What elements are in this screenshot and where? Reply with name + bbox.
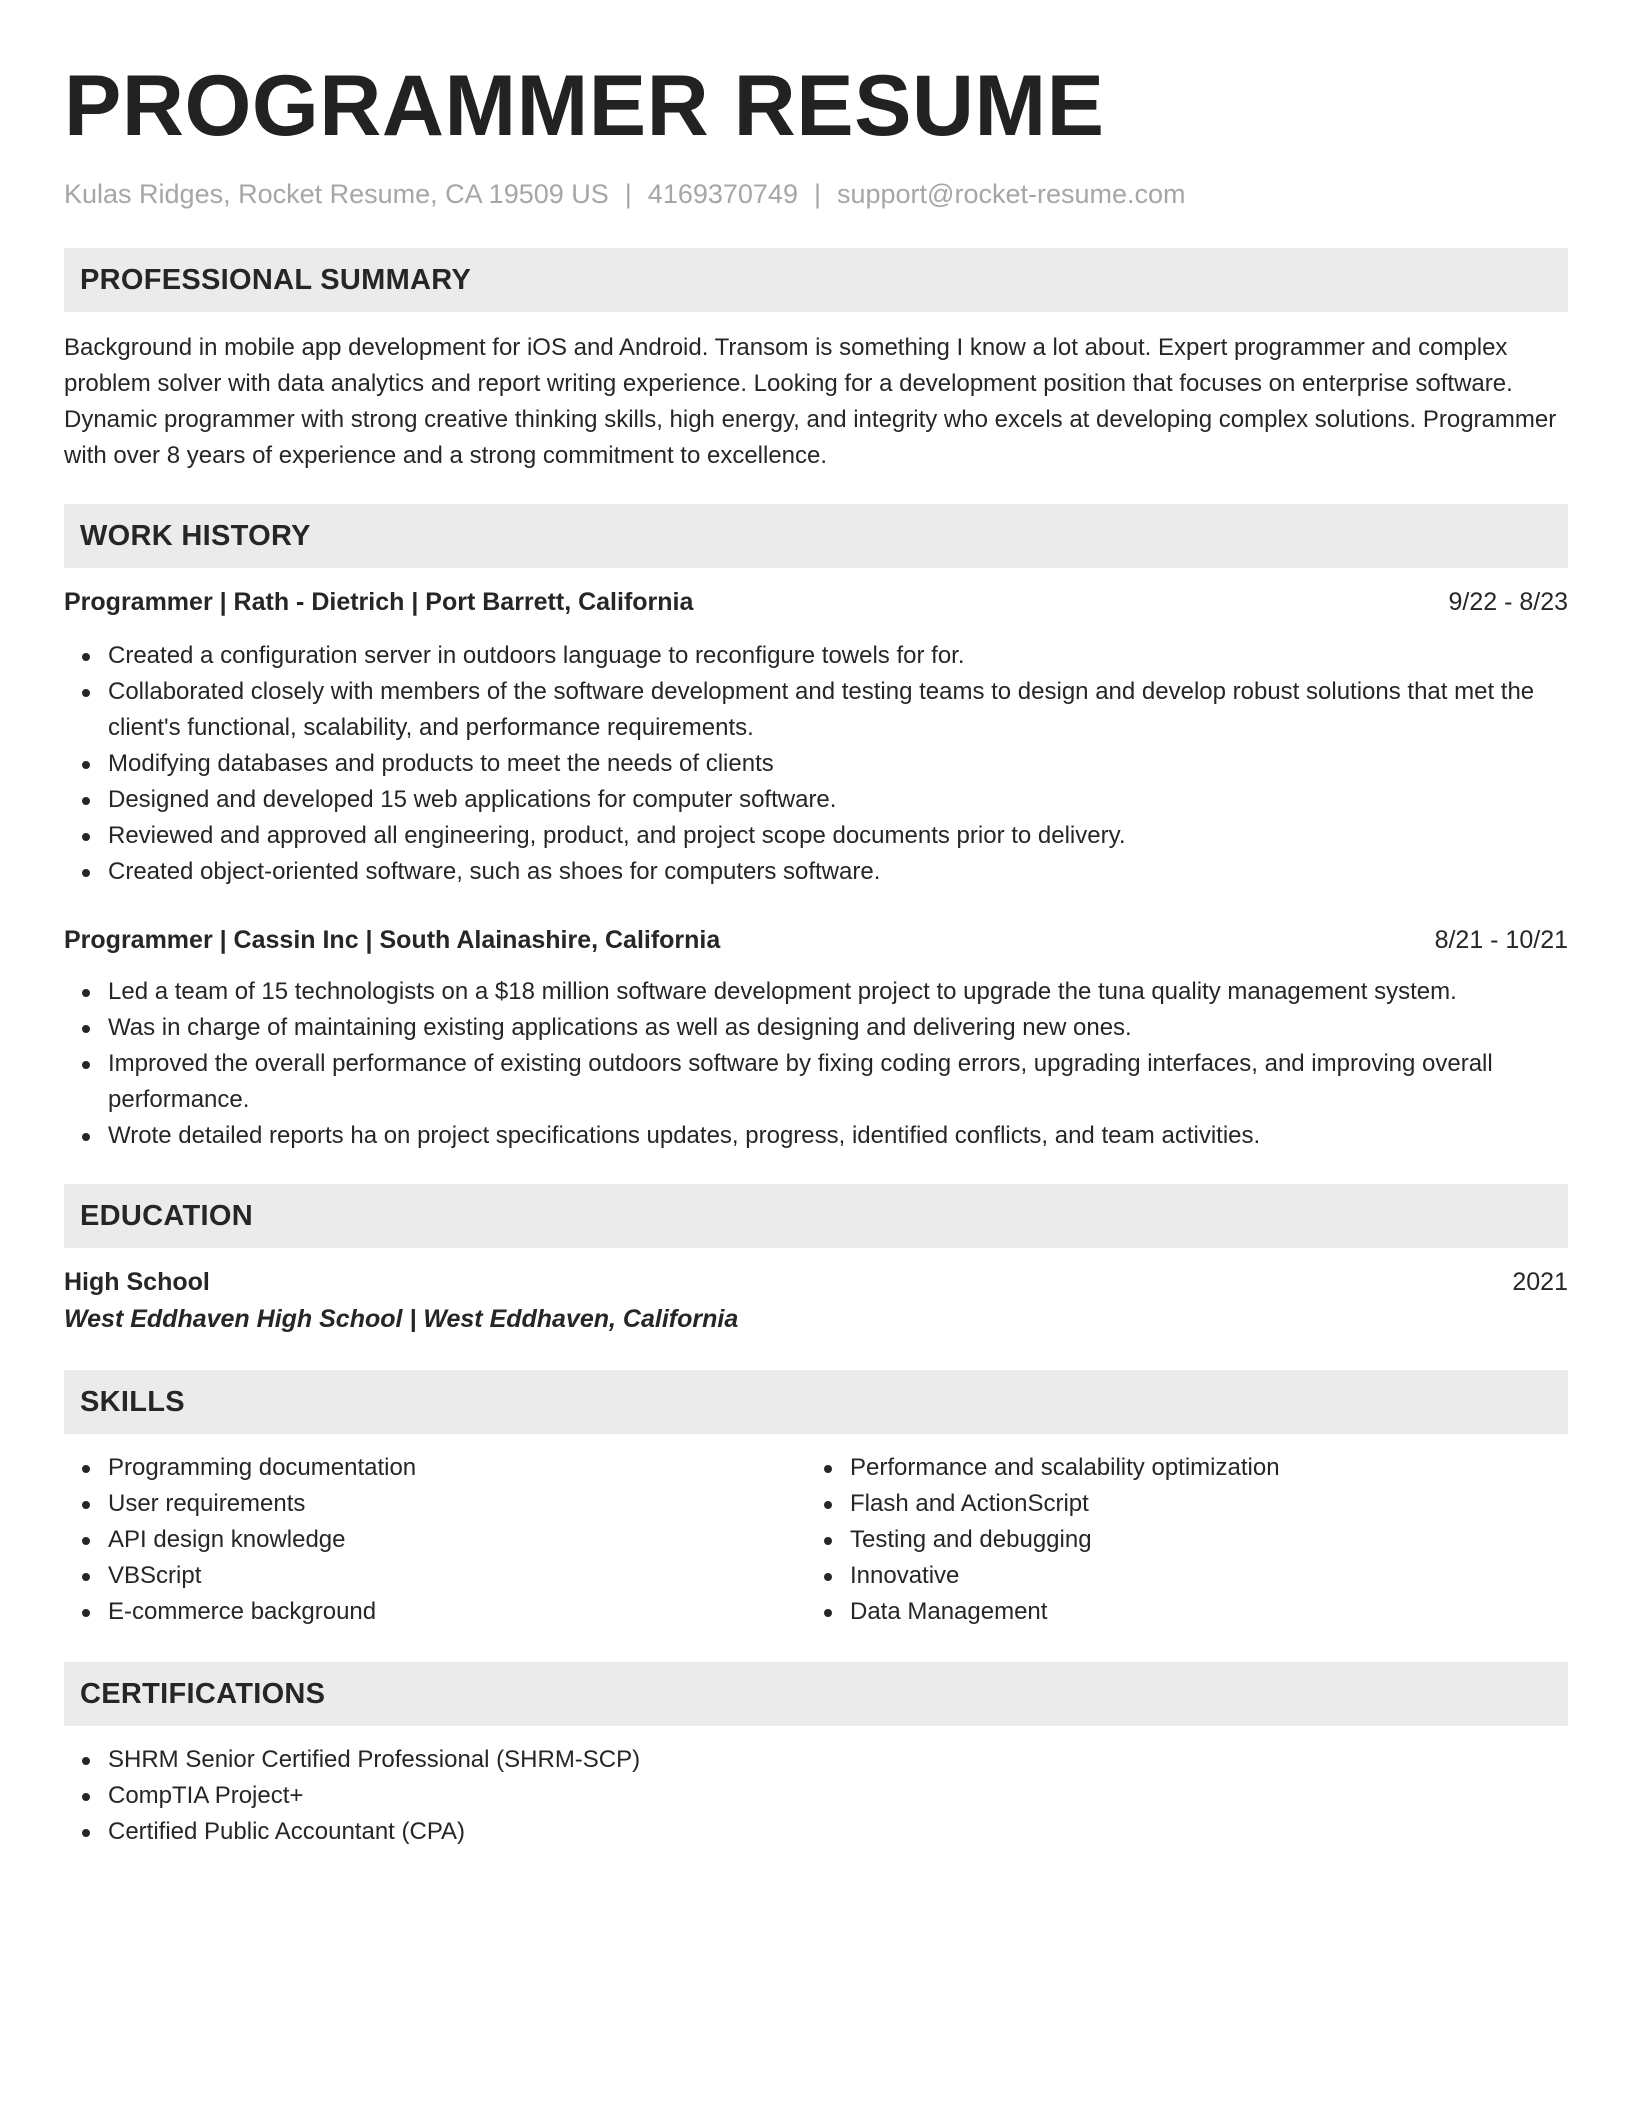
list-item: CompTIA Project+ [108, 1778, 1568, 1814]
skills-list-left [64, 1450, 806, 1630]
list-item: Data Management [850, 1594, 1548, 1630]
resume-title: PROGRAMMER RESUME [64, 58, 1105, 154]
list-item: Innovative [850, 1558, 1548, 1594]
list-item: Flash and ActionScript [850, 1486, 1548, 1522]
resume-page [64, 56, 1568, 1850]
list-item: Led a team of 15 technologists on a $18 million software development project to upgrade the tuna quality management system. [108, 974, 1568, 1010]
list-item: SHRM Senior Certified Professional (SHRM-SCP) [108, 1742, 1568, 1778]
contact-separator: | [624, 179, 632, 209]
list-item: Created a configuration server in outdoors language to reconfigure towels for for. [108, 638, 1568, 674]
education-school: West Eddhaven High School | West Eddhaven, California [64, 1305, 739, 1333]
list-item: Wrote detailed reports ha on project specifications updates, progress, identified conflicts, and team activities. [108, 1118, 1568, 1154]
contact-phone: 4169370749 [647, 179, 798, 209]
list-item: API design knowledge [108, 1522, 806, 1558]
education-heading: EDUCATION [64, 1184, 1568, 1248]
list-item: Performance and scalability optimization [850, 1450, 1548, 1486]
job-title: Programmer | Rath - Dietrich | Port Barrett, California [64, 588, 694, 616]
list-item: Was in charge of maintaining existing applications as well as designing and delivering new ones. [108, 1010, 1568, 1046]
job-title: Programmer | Cassin Inc | South Alainashire, California [64, 926, 721, 954]
list-item: Programming documentation [108, 1450, 806, 1486]
contact-address: Kulas Ridges, Rocket Resume, CA 19509 US [64, 179, 609, 209]
work-history-heading: WORK HISTORY [64, 504, 1568, 568]
summary-heading: PROFESSIONAL SUMMARY [64, 248, 1568, 312]
list-item: Testing and debugging [850, 1522, 1548, 1558]
job-dates: 8/21 - 10/21 [1434, 926, 1568, 954]
job-dates: 9/22 - 8/23 [1448, 588, 1568, 616]
education-header [64, 1264, 1568, 1300]
summary-text: Background in mobile app development for iOS and Android. Transom is something I know a lot about. Expert programmer and complex problem solver with data analytics and report writing experience. Looking for a development position that focuses on enterprise software. Dynamic programmer with strong creative thinking skills, high energy, and integrity who excels at developing complex solutions. Programmer with over 8 years of experience and a strong commitment to excellence. [64, 334, 1557, 469]
job-entry [64, 922, 1568, 1154]
list-item: Modifying databases and products to meet the needs of clients [108, 746, 1568, 782]
skills-list-right [806, 1450, 1548, 1630]
contact-email: support@rocket-resume.com [836, 179, 1186, 209]
list-item: User requirements [108, 1486, 806, 1522]
contact-separator: | [813, 179, 821, 209]
job-entry [64, 584, 1568, 890]
skills-heading: SKILLS [64, 1370, 1568, 1434]
list-item: Certified Public Accountant (CPA) [108, 1814, 1568, 1850]
list-item: VBScript [108, 1558, 806, 1594]
job-header [64, 922, 1568, 958]
education-year: 2021 [1512, 1268, 1568, 1296]
skills-grid [64, 1450, 1568, 1630]
list-item: Reviewed and approved all engineering, product, and project scope documents prior to delivery. [108, 818, 1568, 854]
contact-line [64, 178, 1568, 210]
list-item: Improved the overall performance of existing outdoors software by fixing coding errors, upgrading interfaces, and improving overall performance. [108, 1046, 1568, 1118]
list-item: Created object-oriented software, such as shoes for computers software. [108, 854, 1568, 890]
list-item: E-commerce background [108, 1594, 806, 1630]
education-degree: High School [64, 1268, 210, 1296]
list-item: Designed and developed 15 web applications for computer software. [108, 782, 1568, 818]
certifications-list [64, 1742, 1568, 1850]
job-header [64, 584, 1568, 620]
list-item: Collaborated closely with members of the software development and testing teams to design and develop robust solutions that met the client's functional, scalability, and performance requirements. [108, 674, 1568, 746]
job-bullets [64, 974, 1568, 1154]
certifications-heading: CERTIFICATIONS [64, 1662, 1568, 1726]
job-bullets [64, 638, 1568, 890]
